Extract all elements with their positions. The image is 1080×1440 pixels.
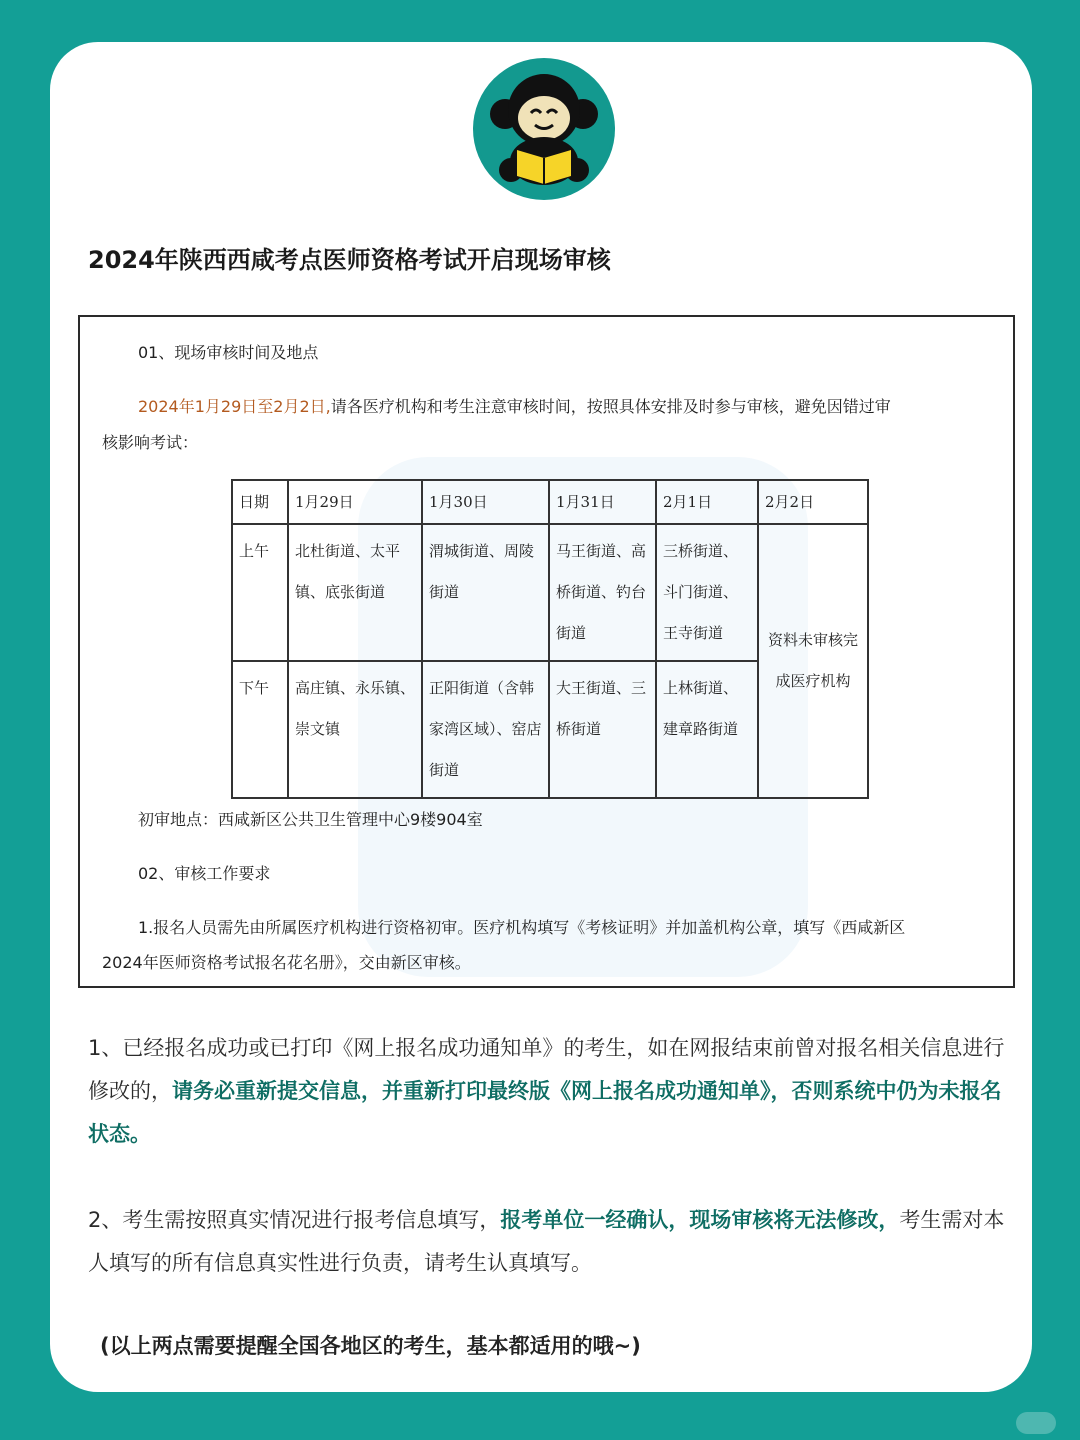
header-cell: 1月31日 [549, 480, 656, 524]
header-cell: 1月30日 [422, 480, 549, 524]
header-cell: 1月29日 [288, 480, 422, 524]
notice-screenshot [78, 315, 1015, 988]
row-label-am: 上午 [232, 524, 288, 661]
page-title: 2024年陕西西咸考点医师资格考试开启现场审核 [88, 246, 611, 274]
header-cell: 日期 [232, 480, 288, 524]
intro-text: 请各医疗机构和考生注意审核时间，按照具体安排及时参与审核，避免因错过审 [330, 397, 891, 416]
table-cell: 三桥街道、斗门街道、王寺街道 [656, 524, 758, 661]
header-cell: 2月2日 [758, 480, 868, 524]
intro-line-1 [138, 394, 891, 417]
table-cell: 高庄镇、永乐镇、崇文镇 [288, 661, 422, 798]
note-2-tail: 考生需对本人填写的所有信息真实性进行负责，请考生认真填写。 [88, 1208, 1005, 1275]
table-cell: 北杜街道、太平镇、底张街道 [288, 524, 422, 661]
review-location: 初审地点：西咸新区公共卫生管理中心9楼904室 [138, 810, 483, 829]
table-header-row [232, 480, 868, 524]
reminder-text: (以上两点需要提醒全国各地区的考生，基本都适用的哦~) [100, 1334, 641, 1358]
note-2-highlight: 报考单位一经确认，现场审核将无法修改， [500, 1208, 900, 1232]
monkey-logo-icon [473, 58, 615, 200]
table-cell-feb2: 资料未审核完成医疗机构 [758, 524, 868, 798]
table-cell: 正阳街道（含韩家湾区域）、窑店街道 [422, 661, 549, 798]
requirement-line-2: 2024年医师资格考试报名花名册》，交由新区审核。 [102, 953, 471, 972]
note-1-highlight: 请务必重新提交信息，并重新打印最终版《网上报名成功通知单》，否则系统中仍为未报名状态。 [88, 1079, 1002, 1146]
table-cell: 大王街道、三桥街道 [549, 661, 656, 798]
watermark-badge [1016, 1412, 1056, 1434]
header-cell: 2月1日 [656, 480, 758, 524]
table-row [232, 524, 868, 661]
section-heading-2: 02、审核工作要求 [138, 864, 271, 883]
schedule-table [231, 479, 869, 799]
table-cell: 马王街道、高桥街道、钓台街道 [549, 524, 656, 661]
note-1 [88, 1027, 1008, 1156]
note-2 [88, 1199, 1008, 1285]
note-2-text: 2、考生需按照真实情况进行报考信息填写， [88, 1208, 501, 1232]
exam-date-range: 2024年1月29日至2月2日, [138, 397, 331, 416]
intro-line-2: 核影响考试： [102, 433, 199, 452]
section-heading-1: 01、现场审核时间及地点 [138, 343, 319, 362]
row-label-pm: 下午 [232, 661, 288, 798]
table-cell: 上林街道、建章路街道 [656, 661, 758, 798]
requirement-line-1: 1.报名人员需先由所属医疗机构进行资格初审。医疗机构填写《考核证明》并加盖机构公章，填写《西咸新区 [138, 918, 906, 937]
note-1-text: 1、已经报名成功或已打印《网上报名成功通知单》的考生，如在网报结束前曾对报名相关信息进行修改的， [88, 1036, 1005, 1103]
table-cell: 渭城街道、周陵街道 [422, 524, 549, 661]
